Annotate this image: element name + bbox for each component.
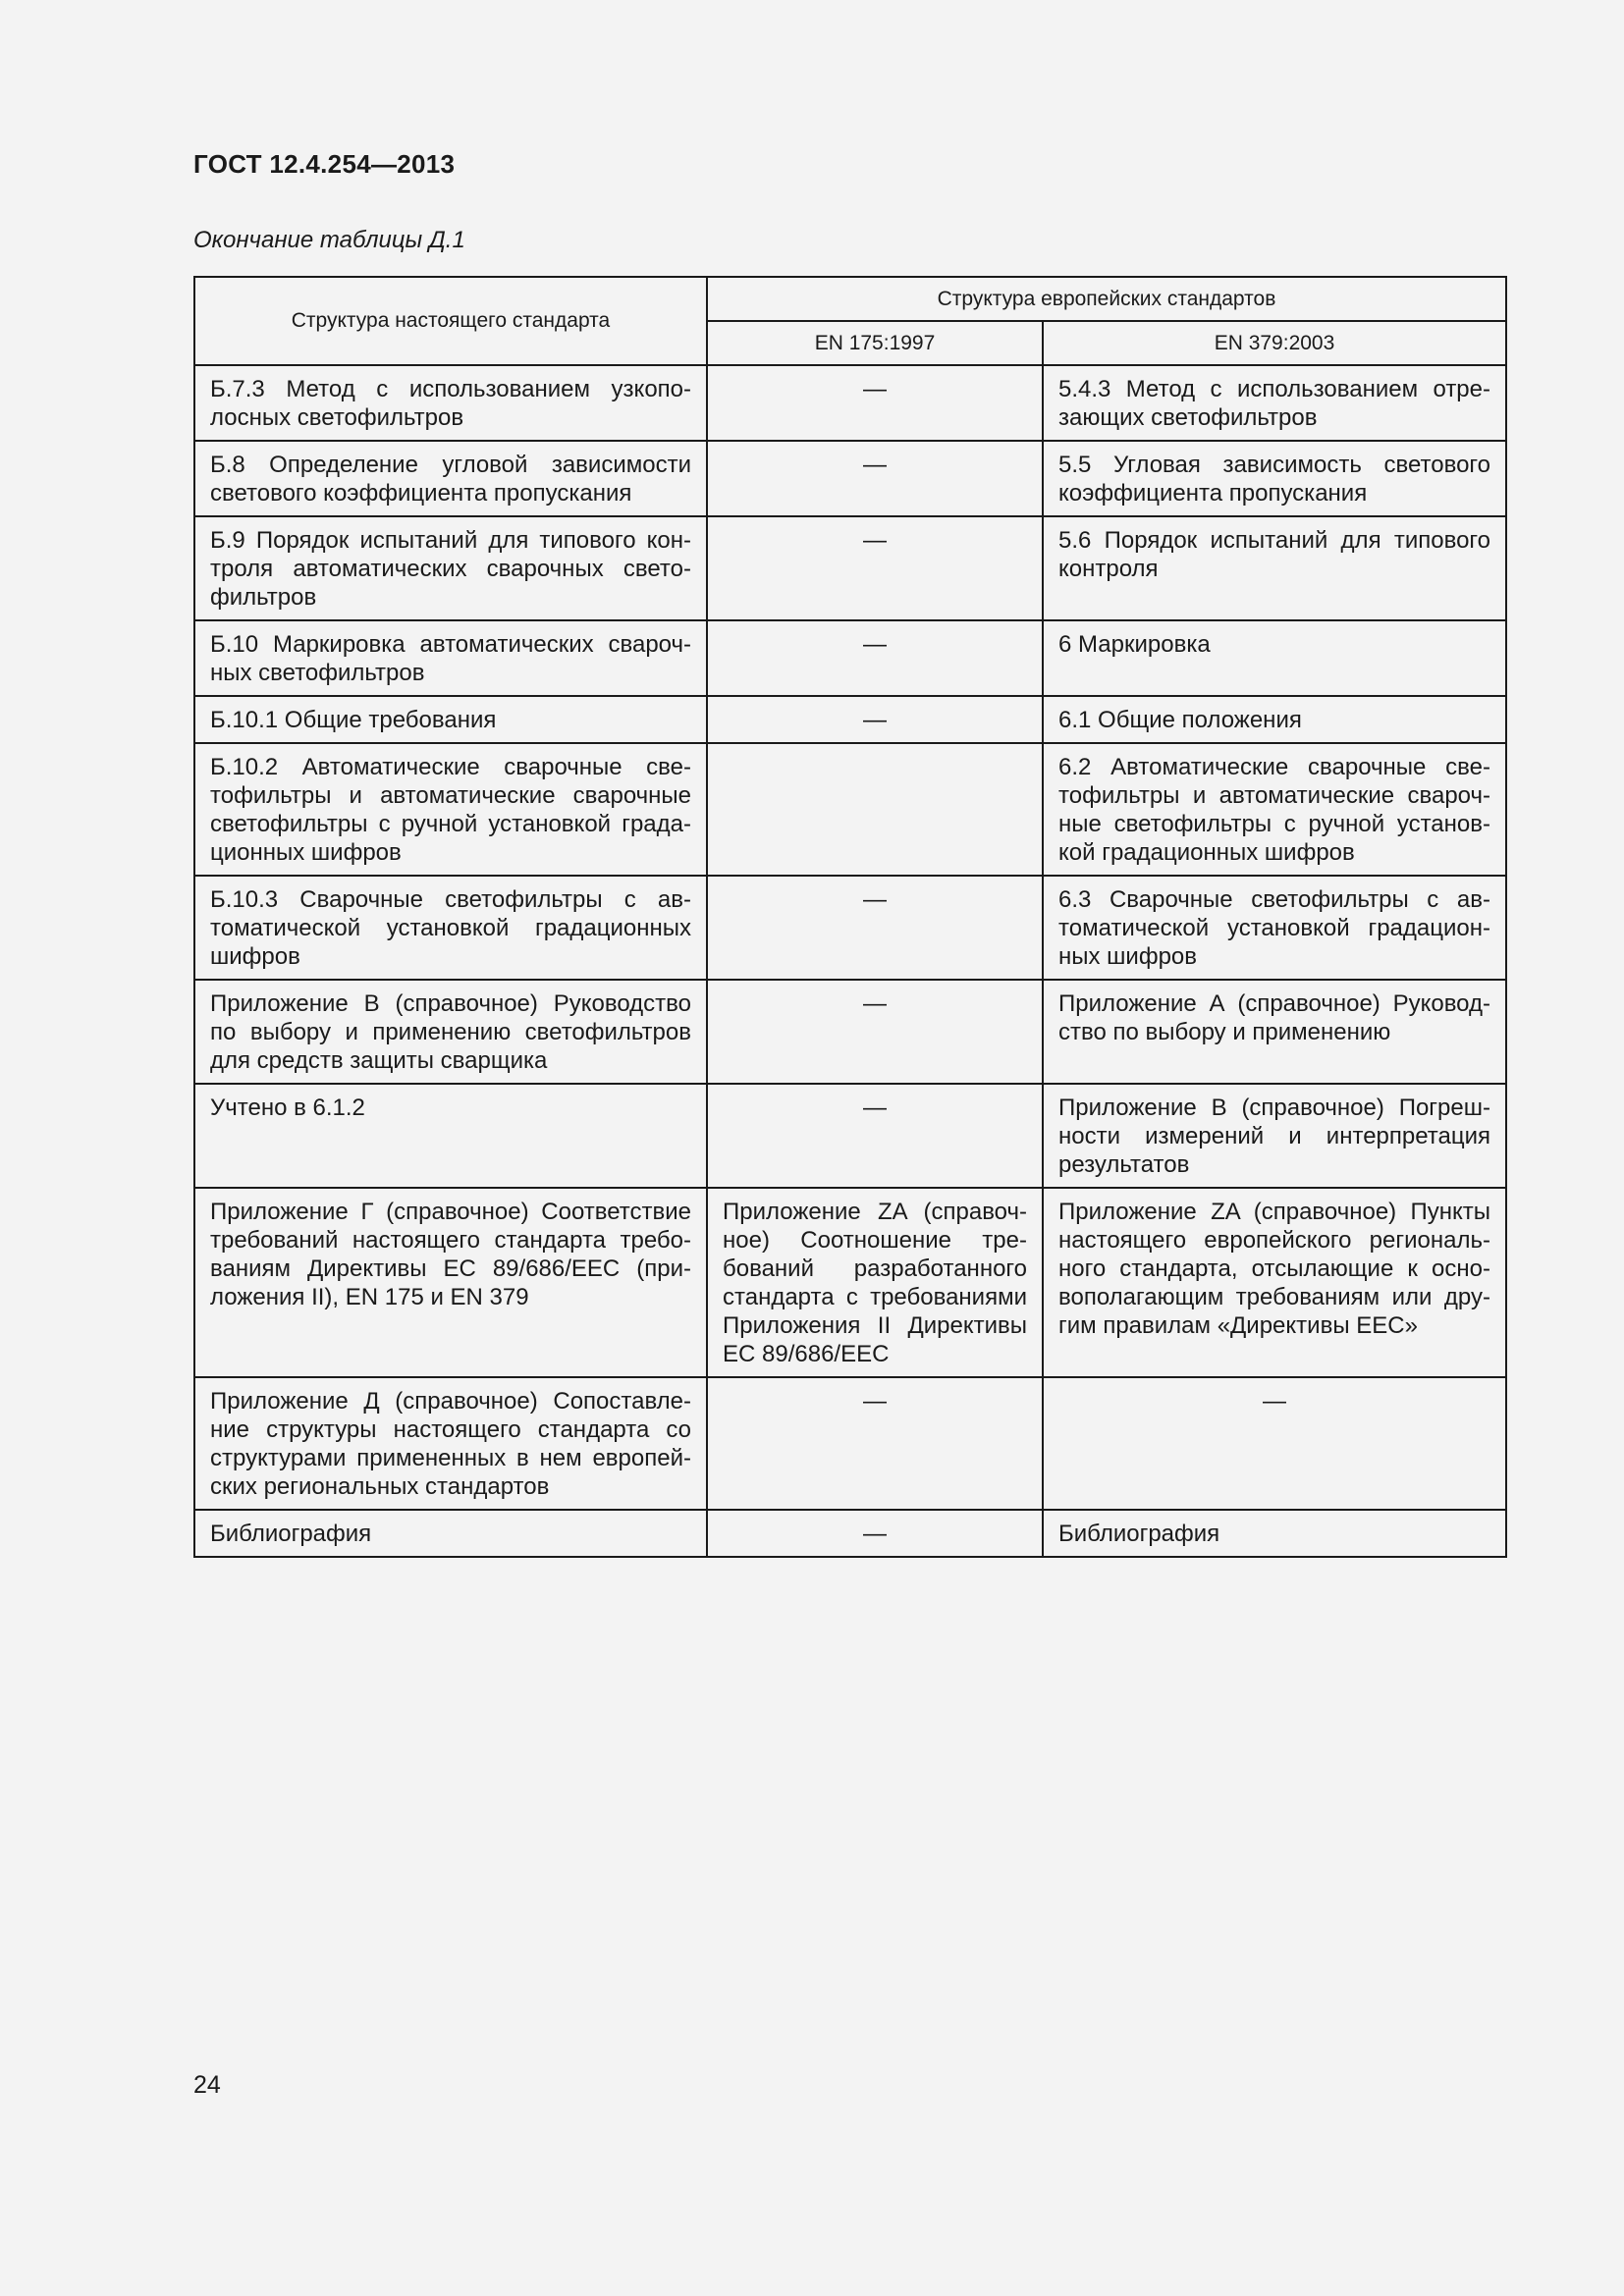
header-en-379: EN 379:2003 bbox=[1043, 321, 1506, 365]
page-number: 24 bbox=[193, 2071, 221, 2099]
table-row bbox=[194, 516, 1506, 620]
cell-en175: — bbox=[707, 365, 1043, 441]
cell-en379: 6.3 Сварочные светофильтры с ав-томатической установкой градацион-ных шифров bbox=[1043, 876, 1506, 980]
cell-current: Приложение Д (справочное) Сопоставле-ние структуры настоящего стандарта со структурами примененных в нем европей-ских региональных стандартов bbox=[194, 1377, 707, 1510]
header-en-175: EN 175:1997 bbox=[707, 321, 1043, 365]
cell-en379: 5.5 Угловая зависимость светового коэффициента пропускания bbox=[1043, 441, 1506, 516]
document-header: ГОСТ 12.4.254—2013 bbox=[193, 149, 456, 179]
cell-current: Б.10.1 Общие требования bbox=[194, 696, 707, 743]
table-row bbox=[194, 743, 1506, 876]
table-row bbox=[194, 980, 1506, 1084]
table-row bbox=[194, 876, 1506, 980]
cell-en175: — bbox=[707, 696, 1043, 743]
table-row bbox=[194, 1377, 1506, 1510]
cell-en379: — bbox=[1043, 1377, 1506, 1510]
cell-en175: — bbox=[707, 620, 1043, 696]
table-row bbox=[194, 620, 1506, 696]
table-row bbox=[194, 1084, 1506, 1188]
cell-en379: 6.2 Автоматические сварочные све-тофильтры и автоматические свароч-ные светофильтры с ручной установ-кой градационных шифров bbox=[1043, 743, 1506, 876]
cell-current: Б.10.3 Сварочные светофильтры с ав-томатической установкой градационных шифров bbox=[194, 876, 707, 980]
cell-en379: Библиография bbox=[1043, 1510, 1506, 1557]
cell-en175 bbox=[707, 743, 1043, 876]
cell-en379: Приложение А (справочное) Руковод-ство по выбору и применению bbox=[1043, 980, 1506, 1084]
cell-current: Приложение В (справочное) Руководство по выбору и применению светофильтров для средств защиты сварщика bbox=[194, 980, 707, 1084]
table-row bbox=[194, 365, 1506, 441]
header-current-standard: Структура настоящего стандарта bbox=[194, 277, 707, 365]
cell-en175: — bbox=[707, 441, 1043, 516]
cell-en379: Приложение ZA (справочное) Пункты настоящего европейского региональ-ного стандарта, отсылающие к осно-вополагающим требованиям или дру-гим правилам «Директивы ЕЕС» bbox=[1043, 1188, 1506, 1377]
table-row bbox=[194, 1510, 1506, 1557]
cell-current: Б.10 Маркировка автоматических свароч-ных светофильтров bbox=[194, 620, 707, 696]
cell-current: Б.8 Определение угловой зависимости светового коэффициента пропускания bbox=[194, 441, 707, 516]
cell-en175: — bbox=[707, 1084, 1043, 1188]
cell-en379: 6 Маркировка bbox=[1043, 620, 1506, 696]
cell-en175: — bbox=[707, 1510, 1043, 1557]
cell-current: Б.10.2 Автоматические сварочные све-тофильтры и автоматические сварочные светофильтры с ручной установкой града-ционных шифров bbox=[194, 743, 707, 876]
cell-current: Б.7.3 Метод с использованием узкопо-лосных светофильтров bbox=[194, 365, 707, 441]
cell-current: Библиография bbox=[194, 1510, 707, 1557]
cell-en379: 6.1 Общие положения bbox=[1043, 696, 1506, 743]
cell-en175: — bbox=[707, 516, 1043, 620]
header-european-standards: Структура европейских стандартов bbox=[707, 277, 1506, 321]
table-row bbox=[194, 1188, 1506, 1377]
table-row bbox=[194, 696, 1506, 743]
cell-en175: — bbox=[707, 876, 1043, 980]
cell-current: Приложение Г (справочное) Соответствие требований настоящего стандарта требо-ваниям Директивы ЕС 89/686/ЕЕС (при-ложения II), EN 175 и EN 379 bbox=[194, 1188, 707, 1377]
cell-current: Учтено в 6.1.2 bbox=[194, 1084, 707, 1188]
table-caption: Окончание таблицы Д.1 bbox=[193, 227, 465, 253]
cell-en379: 5.4.3 Метод с использованием отре-зающих светофильтров bbox=[1043, 365, 1506, 441]
cell-en175: Приложение ZA (справоч-ное) Соотношение тре-бований разработанного стандарта с требованиями Приложения II Директивы ЕС 89/686/ЕЕС bbox=[707, 1188, 1043, 1377]
table-row bbox=[194, 441, 1506, 516]
cell-en175: — bbox=[707, 980, 1043, 1084]
cell-current: Б.9 Порядок испытаний для типового кон-троля автоматических сварочных свето-фильтров bbox=[194, 516, 707, 620]
cell-en379: 5.6 Порядок испытаний для типового контроля bbox=[1043, 516, 1506, 620]
structure-comparison-table bbox=[193, 276, 1507, 1558]
cell-en379: Приложение В (справочное) Погреш-ности измерений и интерпретация результатов bbox=[1043, 1084, 1506, 1188]
cell-en175: — bbox=[707, 1377, 1043, 1510]
